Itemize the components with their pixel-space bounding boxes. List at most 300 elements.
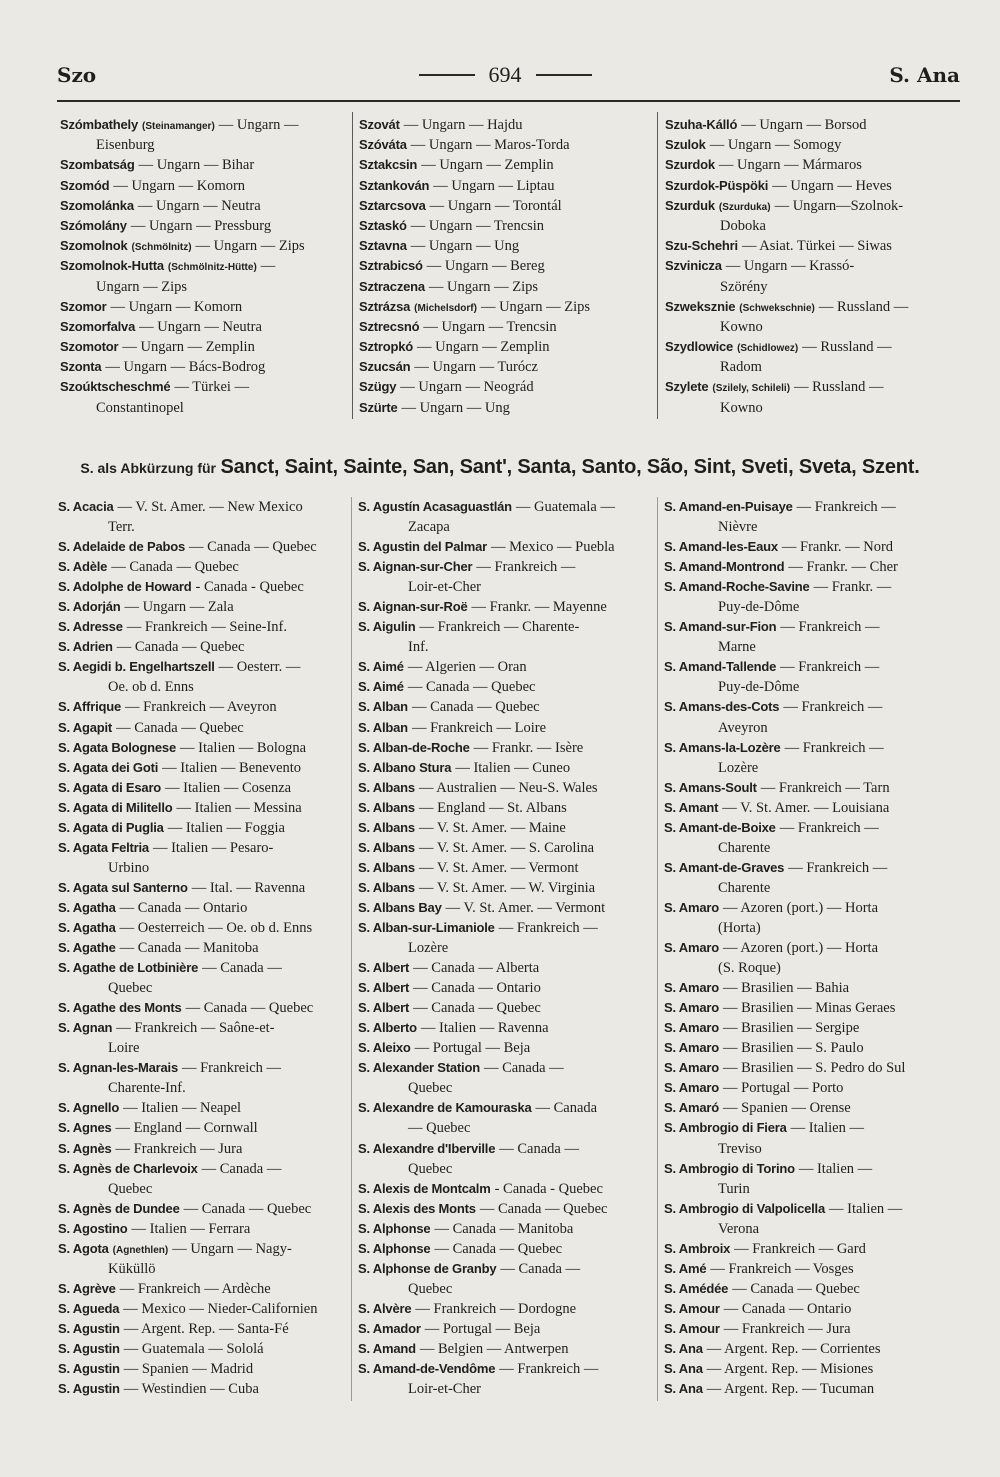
entry-first-line [58, 557, 346, 577]
entry-alternate-name: (Schwekschnie) [739, 302, 815, 314]
entry-first-line [58, 718, 346, 738]
entry-first-line [664, 978, 962, 998]
entry-alternate-name: (Schmölnitz-Hütte) [167, 262, 257, 274]
entry-location: — Brasilien — S. Pedro do Sul [723, 1060, 906, 1077]
entry-headword: S. Ambrogio di Valpolicella [664, 1200, 825, 1216]
gazetteer-entry [665, 115, 961, 135]
gazetteer-entry [664, 798, 962, 818]
entry-first-line [60, 357, 348, 377]
entry-headword: S. Adelaide de Pabos [58, 539, 186, 555]
entry-location: — Ungarn — Zemplin [417, 339, 550, 356]
entry-first-line [58, 617, 346, 637]
entry-headword: Szonta [60, 359, 102, 375]
entry-location: — Guatemala — Sololá [123, 1340, 264, 1357]
gazetteer-entry [358, 1219, 651, 1239]
entry-location: — Frankreich — [780, 659, 880, 676]
entry-location: — Ungarn — Bereg [426, 258, 545, 275]
entry-first-line [664, 1299, 962, 1319]
entry-first-line [58, 818, 346, 838]
gazetteer-entry [58, 1199, 346, 1219]
entry-first-line [664, 1018, 962, 1038]
entry-first-line [358, 657, 651, 677]
entry-first-line [358, 798, 651, 818]
entry-continuation: Radom [720, 359, 762, 376]
entry-headword: S. Amaro [664, 1080, 719, 1096]
entry-headword: S. Amédée [664, 1280, 729, 1296]
gazetteer-entry [665, 256, 961, 296]
entry-continuation: Küküllö [108, 1260, 156, 1277]
gazetteer-entry [359, 256, 651, 276]
entry-first-line [664, 738, 962, 758]
entry-first-line [358, 838, 651, 858]
entry-headword: Sztakcsin [359, 157, 418, 173]
entry-location: — Argent. Rep. — Santa-Fé [123, 1320, 289, 1337]
gazetteer-entry [359, 216, 651, 236]
entry-headword: S. Agnès de Charlevoix [58, 1160, 198, 1176]
entry-continuation: Eisenburg [96, 137, 155, 154]
entry-headword: S. Amant [664, 799, 719, 815]
gazetteer-entry [664, 1339, 962, 1359]
entry-headword: Sztrabicsó [359, 258, 423, 274]
gazetteer-entry [358, 657, 651, 677]
gazetteer-entry [664, 938, 962, 978]
entry-headword: S. Adolphe de Howard [58, 579, 192, 595]
entry-continuation: Ungarn — Zips [96, 278, 188, 295]
entry-location: — Ungarn — Zemplin [421, 157, 554, 174]
entry-continuation: Puy-de-Dôme [718, 599, 800, 616]
entry-first-line [664, 1038, 962, 1058]
entry-first-line [664, 557, 962, 577]
entry-headword: Sztrecsnó [359, 318, 420, 334]
entry-location: — Ungarn — Maros-Torda [410, 137, 570, 154]
entry-headword: S. Agata sul Santerno [58, 879, 188, 895]
entry-headword: Szurduk [665, 197, 715, 213]
entry-first-line [665, 337, 961, 357]
entry-first-line [58, 1279, 346, 1299]
gazetteer-entry [58, 738, 346, 758]
gazetteer-entry [358, 1239, 651, 1259]
entry-location: — Guatemala — [515, 499, 615, 515]
entry-first-line [664, 1259, 962, 1279]
gazetteer-entry [665, 135, 961, 155]
entry-headword: Szómolány [60, 217, 127, 233]
entry-location: — Frankreich — [788, 859, 888, 876]
entry-headword: S. Amand-Tallende [664, 659, 777, 675]
entry-headword: Szurdok [665, 157, 715, 173]
gazetteer-entry [60, 115, 348, 155]
entry-first-line [358, 1359, 651, 1379]
entry-first-line [60, 176, 348, 196]
gazetteer-entry [664, 1199, 962, 1239]
gazetteer-entry [58, 1159, 346, 1199]
entry-location: — Brasilien — S. Paulo [723, 1040, 864, 1057]
entry-first-line [664, 497, 962, 517]
entry-first-line [664, 798, 962, 818]
gazetteer-entry [60, 196, 348, 216]
gazetteer-entry [359, 398, 651, 418]
entry-location: — Frankreich — Jura [115, 1140, 243, 1157]
gazetteer-entry [358, 798, 651, 818]
entry-location: — Canada — Quebec [116, 719, 244, 736]
entry-first-line [60, 256, 348, 276]
entry-location: — Canada — Quebec [732, 1280, 860, 1297]
entry-first-line [665, 155, 961, 175]
entry-first-line [58, 878, 346, 898]
entry-headword: S. Amant-de-Boixe [664, 819, 776, 835]
entry-first-line [358, 1299, 651, 1319]
entry-first-line [58, 577, 346, 597]
entry-location: — Italien — Bologna [180, 739, 307, 756]
gazetteer-entry [60, 176, 348, 196]
entry-headword: S. Agata di Puglia [58, 819, 164, 835]
entry-location: — V. St. Amer. — S. Carolina [418, 839, 595, 856]
entry-location: — Canada — Quebec [189, 539, 317, 556]
gazetteer-entry [358, 1038, 651, 1058]
entry-headword: Szómbathely [60, 117, 138, 132]
entry-alternate-name: (Schidlowez) [737, 343, 799, 355]
entry-headword: S. Aigulin [358, 619, 416, 635]
entry-first-line [358, 1319, 651, 1339]
entry-headword: Szovát [359, 117, 400, 132]
entry-headword: S. Agueda [58, 1300, 120, 1316]
entry-first-line [358, 1018, 651, 1038]
entry-continuation: (Horta) [718, 919, 761, 936]
entry-headword: S. Alvère [358, 1300, 412, 1316]
gazetteer-entry [664, 557, 962, 577]
entry-location: — Frankreich — [784, 739, 884, 756]
gazetteer-entry [358, 537, 651, 557]
column-3 [665, 115, 961, 418]
entry-continuation: Quebec [408, 1080, 453, 1097]
gazetteer-entry [58, 617, 346, 637]
column-3 [664, 497, 962, 1399]
entry-headword: S. Agata Feltria [58, 839, 149, 855]
entry-headword: S. Amaro [664, 1040, 719, 1056]
entry-first-line [58, 778, 346, 798]
entry-location: — Italien — Cosenza [165, 779, 292, 796]
entry-headword: S. Agrève [58, 1280, 116, 1296]
entry-first-line [359, 135, 651, 155]
entry-alternate-name: (Steinamanger) [141, 121, 215, 132]
entry-first-line [664, 818, 962, 838]
entry-first-line [358, 818, 651, 838]
entry-first-line [358, 998, 651, 1018]
entry-location: — Ungarn — Bihar [138, 157, 255, 174]
entry-headword: S. Agata dei Goti [58, 759, 159, 775]
entry-first-line [359, 176, 651, 196]
entry-headword: Sztavna [359, 238, 407, 254]
gazetteer-entry [58, 838, 346, 878]
gazetteer-entry [358, 758, 651, 778]
entry-continuation: Charente [718, 879, 771, 896]
entry-headword: S. Amand-sur-Fion [664, 619, 777, 635]
gazetteer-entry [58, 577, 346, 597]
gazetteer-entry [358, 1179, 651, 1199]
gazetteer-entry [58, 537, 346, 557]
entry-location: — Argent. Rep. — Tucuman [706, 1381, 875, 1398]
entry-location: — Ungarn — Zala [124, 599, 234, 616]
entry-headword: S. Alexander Station [358, 1060, 480, 1076]
entry-first-line [358, 1259, 651, 1279]
entry-continuation: (S. Roque) [718, 960, 781, 977]
gazetteer-entry [358, 1359, 651, 1399]
entry-location: — V. St. Amer. — W. Virginia [418, 879, 596, 896]
entry-location: — Ungarn — Liptau [433, 177, 555, 194]
entry-headword: S. Albert [358, 1000, 410, 1016]
entry-location: — Ungarn — Zips [195, 238, 305, 255]
gazetteer-entry [58, 1319, 346, 1339]
entry-first-line [358, 958, 651, 978]
gazetteer-entry [359, 176, 651, 196]
entry-headword: S. Ana [664, 1361, 703, 1377]
entry-location: — Ungarn — Borsod [741, 117, 867, 133]
entry-first-line [60, 297, 348, 317]
entry-headword: Szomor [60, 298, 107, 314]
entry-first-line [358, 1058, 651, 1078]
gazetteer-entry [58, 1359, 346, 1379]
entry-first-line [358, 1219, 651, 1239]
entry-first-line [358, 617, 651, 637]
entry-headword: S. Aegidi b. Engelhartszell [58, 659, 215, 675]
entry-location: — Oesterr. — [218, 659, 301, 676]
entry-location: — Frankreich — Jura [723, 1320, 851, 1337]
gazetteer-entry [58, 1058, 346, 1098]
entry-location: — Canada — [201, 1160, 282, 1177]
entry-first-line [359, 398, 651, 418]
entry-continuation: Treviso [718, 1140, 762, 1157]
entry-location: — Russland — [802, 339, 892, 356]
entry-headword: Szweksznie [665, 298, 736, 314]
entry-location: — Russland — [818, 298, 909, 315]
gazetteer-entry [58, 1279, 346, 1299]
entry-location: — Frankreich — [796, 499, 896, 515]
entry-first-line [58, 1199, 346, 1219]
gazetteer-entry [60, 236, 348, 256]
entry-first-line [664, 1279, 962, 1299]
entry-first-line [358, 758, 651, 778]
entry-first-line [359, 337, 651, 357]
gazetteer-entry [358, 1299, 651, 1319]
entry-first-line [60, 317, 348, 337]
gazetteer-entry [359, 115, 651, 135]
entry-location: — Ungarn — Zips [480, 298, 591, 315]
gazetteer-entry [665, 337, 961, 377]
entry-headword: S. Alphonse [358, 1240, 431, 1256]
entry-location: — Ungarn — Turócz [414, 359, 538, 376]
entry-location: — Portugal — Beja [414, 1040, 531, 1057]
entry-headword: Szomorfalva [60, 318, 136, 334]
gazetteer-entry [60, 155, 348, 175]
gazetteer-entry [359, 337, 651, 357]
entry-headword: S. Aimé [358, 659, 404, 675]
entry-headword: S. Amans-Soult [664, 779, 757, 795]
entry-location: — Türkei — [174, 379, 250, 396]
gazetteer-entry [358, 958, 651, 978]
entry-first-line [359, 256, 651, 276]
entry-location: — Ungarn — [218, 117, 299, 133]
entry-location: — Italien — Ravenna [420, 1020, 549, 1037]
entry-first-line [358, 697, 651, 717]
entry-location: — Belgien — Antwerpen [419, 1340, 569, 1357]
entry-first-line [665, 256, 961, 276]
entry-headword: S. Aimé [358, 679, 404, 695]
gazetteer-entry [60, 317, 348, 337]
entry-first-line [664, 938, 962, 958]
gazetteer-entry [664, 998, 962, 1018]
entry-first-line [60, 115, 348, 135]
entry-location: — Westindien — Cuba [123, 1381, 259, 1398]
gazetteer-entry [358, 1259, 651, 1299]
entry-location: — [260, 258, 276, 275]
gazetteer-entry [358, 497, 651, 537]
entry-headword: S. Amand-les-Eaux [664, 539, 778, 555]
entry-location: — England — Cornwall [115, 1120, 258, 1137]
entry-headword: S. Albans [358, 879, 415, 895]
entry-first-line [58, 998, 346, 1018]
entry-location: — Frankreich — Dordogne [415, 1300, 577, 1317]
gazetteer-entry [58, 898, 346, 918]
entry-continuation: Charente-Inf. [108, 1080, 186, 1097]
entry-headword: S. Amador [358, 1320, 421, 1336]
entry-headword: S. Agatha [58, 899, 116, 915]
entry-headword: S. Amand-en-Puisaye [664, 499, 793, 514]
entry-location: — Canada — Quebec [116, 639, 245, 656]
entry-first-line [58, 798, 346, 818]
entry-headword: S. Alphonse de Granby [358, 1260, 497, 1276]
entry-first-line [664, 617, 962, 637]
gazetteer-entry [358, 1058, 651, 1098]
entry-location: — Ungarn — Bács-Bodrog [105, 359, 266, 376]
entry-headword: S. Amaro [664, 899, 719, 915]
entry-location: — Italien — [829, 1200, 903, 1217]
entry-location: — Brasilien — Bahia [723, 980, 850, 997]
entry-headword: S. Amour [664, 1320, 720, 1336]
entry-headword: S. Alexandre d'Iberville [358, 1140, 496, 1156]
entry-location: — Ungarn — Torontál [429, 197, 562, 214]
entry-first-line [358, 918, 651, 938]
entry-first-line [358, 557, 651, 577]
gazetteer-entry [664, 738, 962, 778]
gazetteer-entry [359, 196, 651, 216]
entry-first-line [664, 1078, 962, 1098]
entry-headword: S. Agustin [58, 1381, 120, 1397]
entry-location: — Ungarn—Szolnok- [774, 197, 904, 214]
entry-headword: Szurdok-Püspöki [665, 177, 769, 193]
entry-location: — Ungarn — Komorn [110, 298, 243, 315]
entry-location: — Frankreich — [783, 699, 883, 716]
column-rule [657, 112, 658, 419]
gazetteer-entry [665, 176, 961, 196]
entry-continuation: Marne [718, 639, 756, 656]
entry-headword: S. Aignan-sur-Roë [358, 599, 468, 615]
entry-location: — Italien — [790, 1120, 864, 1137]
entry-headword: S. Alexis de Montcalm [358, 1180, 491, 1196]
entry-first-line [358, 858, 651, 878]
entry-headword: Sztaskó [359, 217, 407, 233]
entry-first-line [358, 878, 651, 898]
gazetteer-entry [664, 617, 962, 657]
entry-first-line [359, 277, 651, 297]
gazetteer-entry [664, 1018, 962, 1038]
gazetteer-entry [358, 677, 651, 697]
gazetteer-entry [359, 317, 651, 337]
entry-continuation: Charente [718, 839, 771, 856]
entry-location: — Canada — Alberta [413, 960, 540, 977]
gazetteer-entry [358, 878, 651, 898]
entry-headword: S. Agnès [58, 1140, 112, 1156]
entry-first-line [664, 697, 962, 717]
entry-first-line [665, 236, 961, 256]
entry-headword: S. Amaro [664, 1060, 719, 1076]
gazetteer-entry [58, 1118, 346, 1138]
entry-location: — Portugal — Beja [424, 1320, 541, 1337]
gazetteer-entry [58, 798, 346, 818]
entry-headword: S. Agustin del Palmar [358, 539, 487, 555]
gazetteer-entry [58, 938, 346, 958]
entry-headword: Szoúktscheschmé [60, 379, 171, 395]
entry-location: — Canada — Quebec [479, 1200, 608, 1217]
entry-first-line [58, 1058, 346, 1078]
entry-headword: S. Amaro [664, 940, 719, 956]
entry-headword: Szügy [359, 379, 397, 395]
entry-first-line [60, 216, 348, 236]
entry-location: — Canada — Ontario [413, 980, 541, 997]
entry-first-line [58, 898, 346, 918]
entry-first-line [358, 1038, 651, 1058]
gazetteer-entry [664, 1259, 962, 1279]
entry-first-line [58, 1379, 346, 1399]
gazetteer-entry [664, 697, 962, 737]
gazetteer-entry [664, 1159, 962, 1199]
entry-location: — Ungarn — Trencsin [423, 318, 557, 335]
gazetteer-entry [664, 497, 962, 537]
entry-first-line [358, 978, 651, 998]
gazetteer-entry [664, 657, 962, 697]
gazetteer-entry [358, 1139, 651, 1179]
entry-location: — Canada — Quebec [183, 1200, 312, 1217]
gazetteer-entry [58, 1339, 346, 1359]
entry-first-line [58, 697, 346, 717]
entry-headword: S. Agatha [58, 919, 116, 935]
gazetteer-entry [60, 357, 348, 377]
gazetteer-entry [664, 1379, 962, 1399]
entry-location: - Canada - Quebec [195, 579, 304, 596]
entry-continuation: Quebec [108, 980, 153, 997]
entry-first-line [359, 196, 651, 216]
entry-first-line [358, 718, 651, 738]
entry-headword: Szvinicza [665, 258, 722, 274]
entry-location: — Asiat. Türkei — Siwas [741, 238, 892, 255]
entry-first-line [58, 597, 346, 617]
entry-headword: S. Agathe des Monts [58, 1000, 182, 1016]
entry-location: — Canada — Quebec [407, 679, 536, 696]
entry-location: — Canada — Quebec [434, 1240, 563, 1257]
entry-headword: Szomolánka [60, 197, 134, 213]
entry-continuation: Quebec [108, 1180, 153, 1197]
entry-first-line [60, 196, 348, 216]
entry-first-line [58, 1299, 346, 1319]
entry-headword: Sztraczena [359, 278, 425, 294]
entry-headword: S. Adorján [58, 599, 121, 615]
entry-headword: S. Albano Stura [358, 759, 452, 775]
entry-location: — Spanien — Orense [723, 1100, 851, 1117]
gazetteer-entry [58, 718, 346, 738]
entry-first-line [664, 657, 962, 677]
entry-first-line [359, 115, 651, 135]
entry-location: — Italien — Ferrara [131, 1220, 251, 1237]
entry-location: — V. St. Amer. — Maine [418, 819, 566, 836]
entry-headword: S. Amand [358, 1340, 416, 1356]
